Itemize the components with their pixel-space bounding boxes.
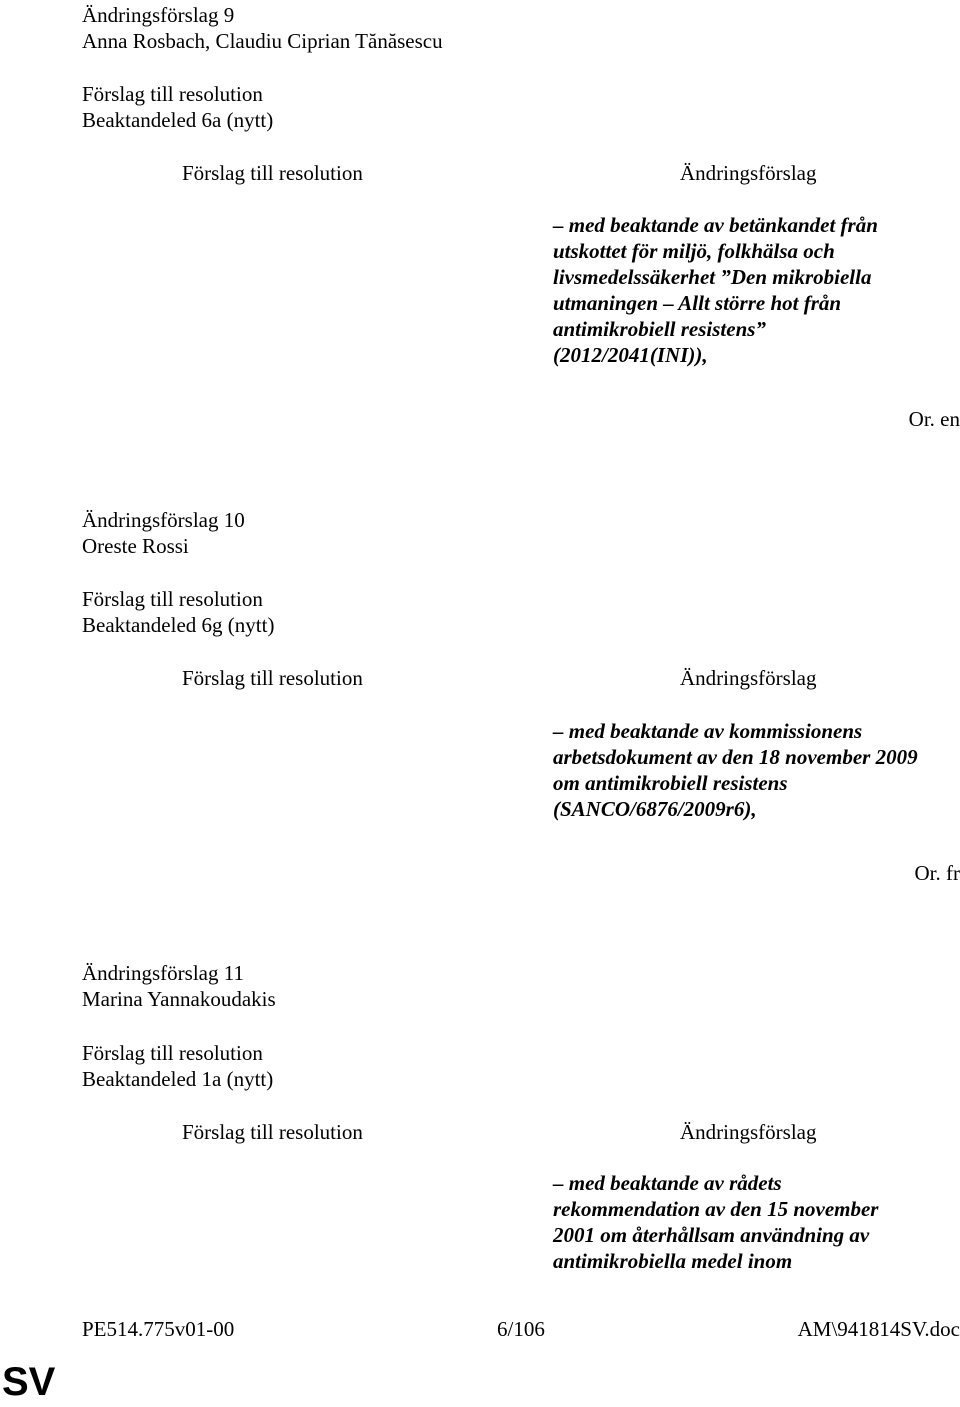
- footer-file-name: AM\941814SV.doc: [797, 1317, 960, 1341]
- amendment-10-text-line: arbetsdokument av den 18 november 2009: [553, 745, 918, 769]
- amendment-9-authors: Anna Rosbach, Claudiu Ciprian Tănăsescu: [82, 29, 443, 53]
- amendment-11-col-right-header: Ändringsförslag: [680, 1120, 817, 1144]
- amendment-9-reference: Beaktandeled 6a (nytt): [82, 108, 274, 132]
- amendment-9-col-left-header: Förslag till resolution: [182, 161, 363, 185]
- amendment-11-text-line: – med beaktande av rådets: [553, 1171, 782, 1195]
- amendment-11-authors: Marina Yannakoudakis: [82, 987, 276, 1011]
- amendment-10-text-line: (SANCO/6876/2009r6),: [553, 797, 757, 821]
- amendment-9-original-language: Or. en: [908, 407, 960, 431]
- amendment-9-text-line: livsmedelssäkerhet ”Den mikrobiella: [553, 265, 872, 289]
- amendment-9-text-line: utskottet för miljö, folkhälsa och: [553, 239, 835, 263]
- amendment-11-text-line: antimikrobiella medel inom: [553, 1249, 793, 1273]
- amendment-10-original-language: Or. fr: [914, 861, 960, 885]
- amendment-10-col-right-header: Ändringsförslag: [680, 666, 817, 690]
- amendment-9-col-right-header: Ändringsförslag: [680, 161, 817, 185]
- amendment-11-reference: Beaktandeled 1a (nytt): [82, 1067, 274, 1091]
- amendment-9-number: Ändringsförslag 9: [82, 3, 235, 27]
- amendment-9-text-line: utmaningen – Allt större hot från: [553, 291, 842, 315]
- amendment-11-section: Förslag till resolution: [82, 1041, 263, 1065]
- amendment-9-text-line: antimikrobiell resistens”: [553, 317, 766, 341]
- amendment-10-text-line: om antimikrobiell resistens: [553, 771, 788, 795]
- amendment-9-section: Förslag till resolution: [82, 82, 263, 106]
- amendment-11-text-line: 2001 om återhållsam användning av: [553, 1223, 870, 1247]
- amendment-10-section: Förslag till resolution: [82, 587, 263, 611]
- amendment-10-reference: Beaktandeled 6g (nytt): [82, 613, 275, 637]
- amendment-11-text-line: rekommendation av den 15 november: [553, 1197, 879, 1221]
- amendment-9-text-line: (2012/2041(INI)),: [553, 343, 708, 367]
- amendment-11-col-left-header: Förslag till resolution: [182, 1120, 363, 1144]
- amendment-10-text-line: – med beaktande av kommissionens: [553, 719, 863, 743]
- amendment-9-text-line: – med beaktande av betänkandet från: [553, 213, 878, 237]
- language-code: SV: [2, 1360, 56, 1404]
- amendment-10-col-left-header: Förslag till resolution: [182, 666, 363, 690]
- amendment-10-number: Ändringsförslag 10: [82, 508, 245, 532]
- amendment-11-number: Ändringsförslag 11: [82, 961, 244, 985]
- footer-doc-ref: PE514.775v01-00: [82, 1317, 235, 1341]
- amendment-10-authors: Oreste Rossi: [82, 534, 189, 558]
- footer-page-number: 6/106: [497, 1317, 545, 1341]
